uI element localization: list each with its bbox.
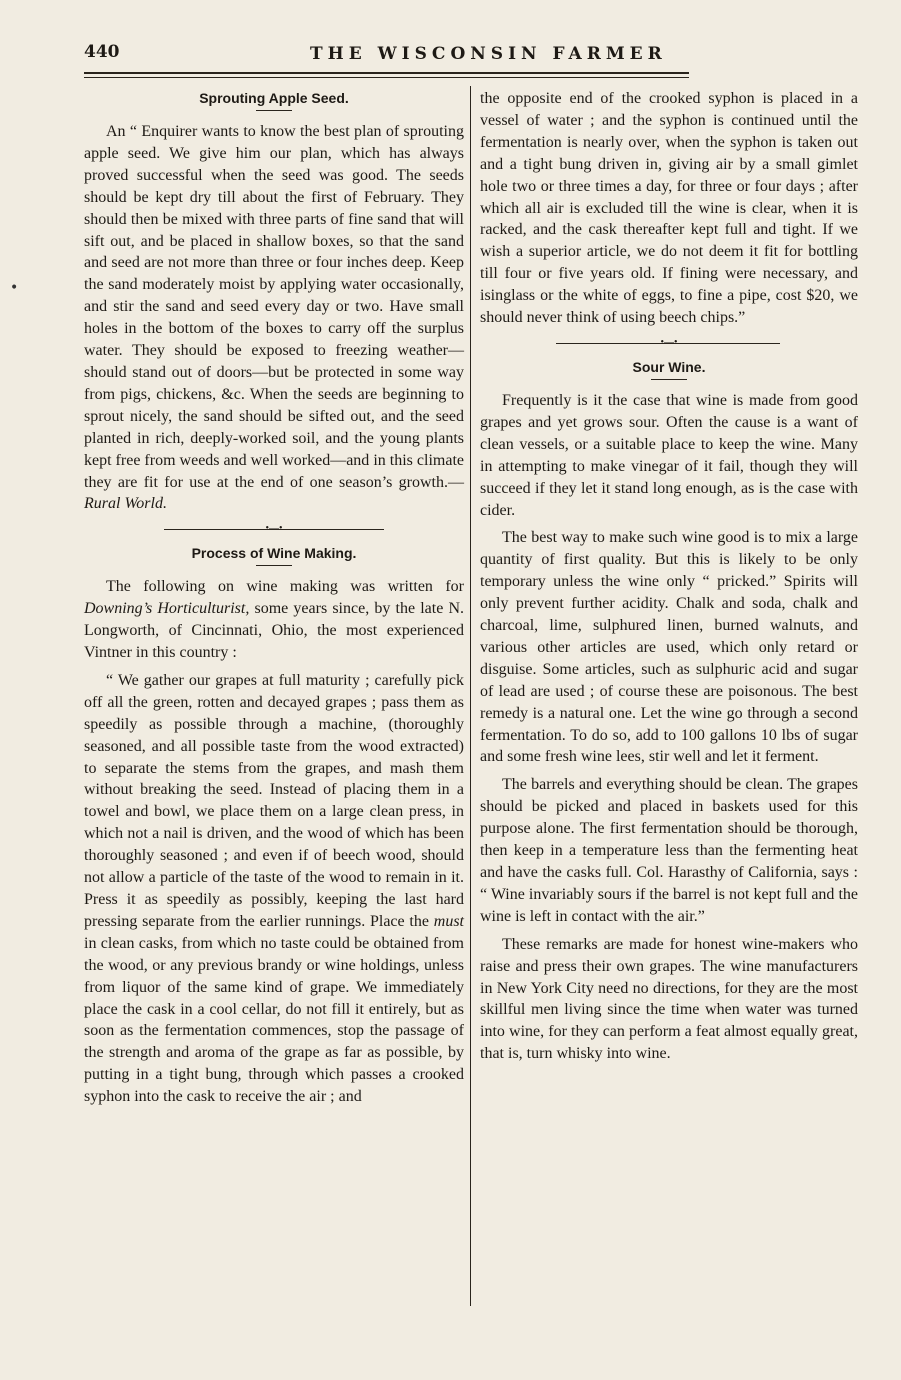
quote-text-end: in clean casks, from which no taste could be obtained from the wood, or any previous brandy or wine holdings, unless from liquor of the same kind of grape. We immediately place the cask in a cool cellar, do not fill it entirely, but as soon as the fermentation commences, stop the passage of the strength and aroma of the grape as far as possible, by putting in a tight bung, through which passes a crooked syphon into the cask to receive the air ; and xyxy=(84,934,464,1106)
wine-making-quote xyxy=(84,670,464,1108)
article-title-sprouting: Sprouting Apple Seed. xyxy=(199,90,349,106)
sprouting-source: Rural World. xyxy=(84,495,167,513)
publication-title: THE WISCONSIN FARMER xyxy=(310,44,667,64)
intro-text-end: some years since, by the late N. Longworth, of Cincinnati, Ohio, the most experienced Vintner in this country : xyxy=(84,600,464,662)
wine-making-continuation: the opposite end of the crooked syphon is placed in a vessel of water ; and the syphon is continued until the fermentation is nearly over, when the syphon is taken out and a tight bung driven in, giving air by a small gimlet hole two or three times a day, for three or four days ; after which all air is excluded till the wine is clear, when it is racked, and the cask thereafter kept full and tight. If we wish a superior article, we do not deem it fit for bottling till four or five years old. If fining were necessary, and isinglass or the white of eggs, to fine a pipe, cost $20, we should never think of using beech chips.” xyxy=(480,90,858,327)
sprouting-text: An “ Enquirer wants to know the best plan of sprouting apple seed. We give him our plan, which has always proved successful when the seed was good. The seeds should be kept dry till about the first of February. They should then be mixed with three parts of fine sand that will sift out, and be placed in shallow boxes, so that the sand and seed are not more than three or four inches deep. Keep the sand moderately moist by applying water occasionally, and stir the sand and seed every day or two. Have small holes in the bottom of the boxes to carry off the surplus water. They should be exposed to freezing weather—should stand out of doors—but be protected in some way from pigs, chickens, &c. When the seeds are beginning to sprout nicely, the sand should be sifted out, and the seed planted in rich, deeply-worked soil, and the young plants kept free from weeds and well worked—and in this climate they are fit for use at the end of one season’s growth.— xyxy=(84,123,464,491)
sour-wine-paragraph: The best way to make such wine good is to mix a large quantity of first quality. But this is likely to be only temporary unless the wine only “ pricked.” Spirits will only prevent further acidity. Chalk and soda, chalk and charcoal, lime, sulphured linen, burned walnuts, and various other articles are used, which only retard or disguise. Some articles, such as sulphuric acid and sugar of lead are used ; of course these are poisonous. The best remedy is a natural one. Let the wine go through a second fermentation. To do so, add to 100 gallons 10 lbs of sugar and some fresh wine lees, stir well and let it ferment. xyxy=(480,529,858,766)
sour-wine-paragraph: These remarks are made for honest wine-makers who raise and press their own grapes. The wine manufacturers in New York City need no directions, for they are the most skillful men living since the time when water was turned into wine, for they can perform a feat almost equally great, that is, turn whisky into wine. xyxy=(480,935,858,1063)
quote-text: “ We gather our grapes at full maturity ; carefully pick off all the green, rotten and decayed grapes ; pass them as speedily as possible through a machine, (thoroughly seasoned, and all possible taste from the wood extracted) to separate the stems from the grapes, and mash them without breaking the seed. Instead of placing them in a towel and bowl, we place them on a large clean press, in which not a nail is driven, and the wood of which has been thoroughly seasoned ; and even if of beech wood, should not allow a particle of the taste of the wood to remain in it. Press it as speedily as possibly, keeping the last hard pressing separate from the earlier runnings. Place the xyxy=(84,671,464,930)
margin-speck: • xyxy=(10,280,19,296)
header-rule-thin xyxy=(84,77,689,78)
page-header xyxy=(84,42,694,68)
separator-ornament: •—• xyxy=(660,336,678,348)
article-separator xyxy=(84,517,464,543)
title-underline xyxy=(256,110,292,111)
right-column xyxy=(480,88,858,1065)
title-underline xyxy=(256,565,292,566)
sour-wine-paragraph: Frequently is it the case that wine is made from good grapes and yet grows sour. Often the cause is a want of clean vessels, or a suitable place to keep the wine. Many in attempting to make vinegar of it fail, though they will succeed if they let it stand long enough, as is the case with cider. xyxy=(480,391,858,519)
separator-ornament: •—• xyxy=(265,523,283,535)
article-title-wine-making: Process of Wine Making. xyxy=(191,545,357,562)
article-title-sour-wine: Sour Wine. xyxy=(632,358,706,375)
quote-must: must xyxy=(433,912,464,930)
page-number: 440 xyxy=(84,42,120,62)
intro-source: Downing’s Horticulturist, xyxy=(84,600,250,618)
wine-making-intro xyxy=(84,576,464,664)
article-separator xyxy=(480,331,858,357)
sour-wine-paragraph: The barrels and everything should be clean. The grapes should be picked and placed in baskets used for this purpose alone. The first fermentation should be thorough, then keep in a temperature less than the fermenting heat and have the casks full. Col. Harasthy of California, says : “ Wine invariably sours if the barrel is not kept full and the wine is left in contact with the air.” xyxy=(480,776,858,925)
header-rule xyxy=(84,72,689,74)
column-divider xyxy=(470,86,471,1306)
title-underline xyxy=(651,379,687,380)
intro-text: The following on wine making was written for xyxy=(106,578,464,596)
article-body-sprouting xyxy=(84,121,464,515)
left-column xyxy=(84,88,464,1108)
